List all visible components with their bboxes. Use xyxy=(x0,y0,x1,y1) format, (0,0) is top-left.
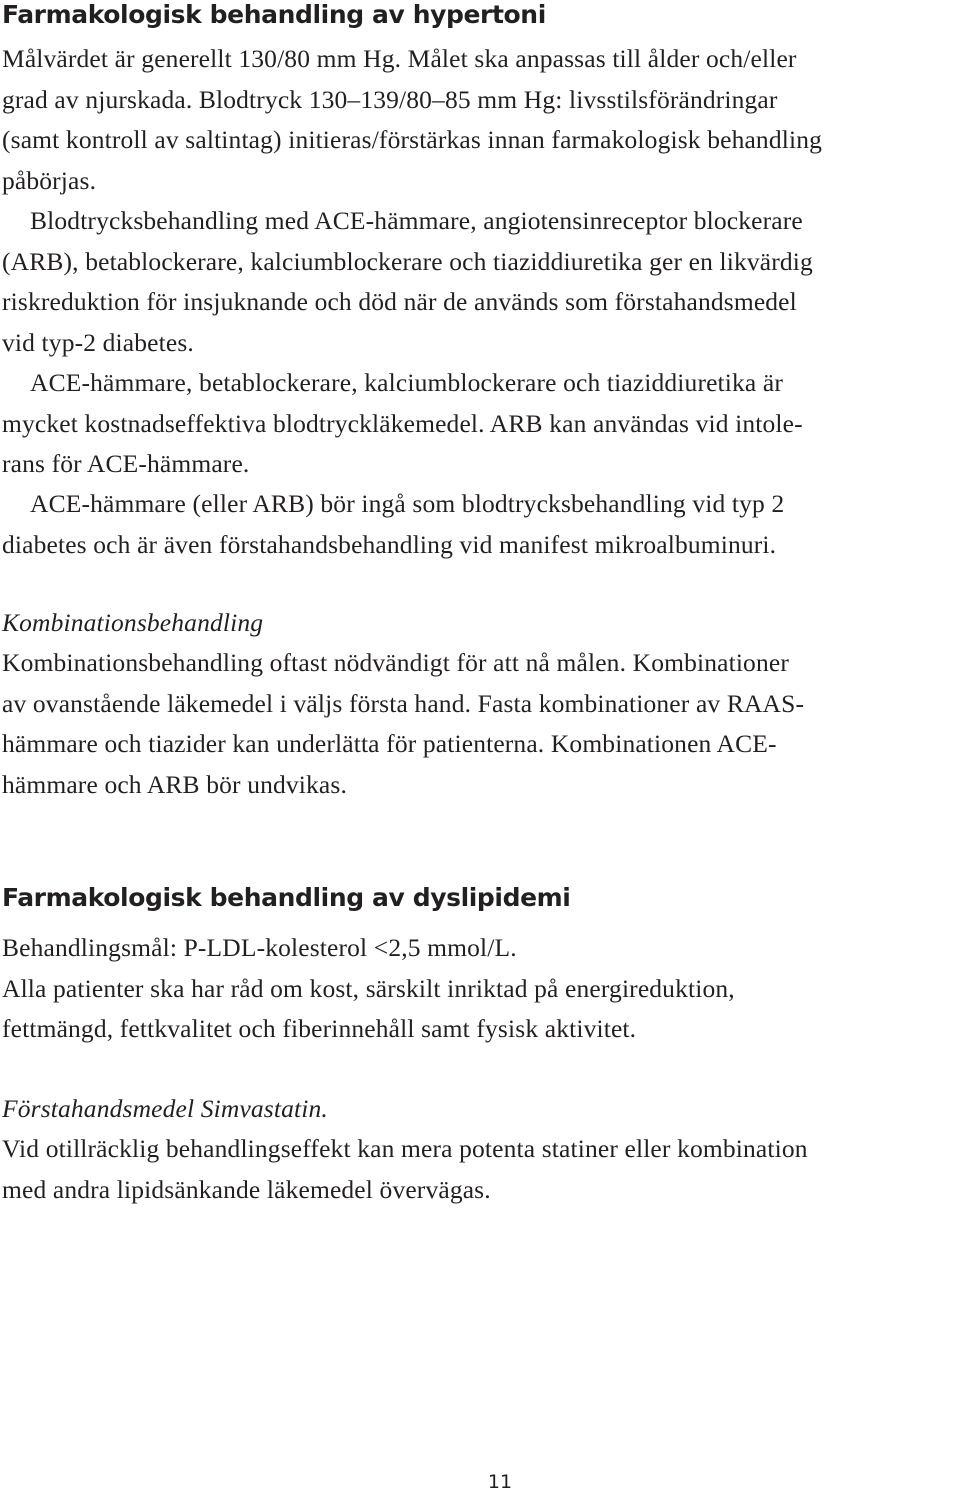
text-line: Kombinationsbehandling xyxy=(2,608,264,637)
text-line: rans för ACE-hämmare. xyxy=(2,449,250,478)
subheading-kombinationsbehandling xyxy=(2,603,958,644)
paragraph-statin-escalation xyxy=(2,1129,958,1210)
page-number: 11 xyxy=(487,1471,513,1493)
text-line: Behandlingsmål: P-LDL-kolesterol <2,5 mmol/L. xyxy=(2,933,517,962)
text-line: Förstahandsmedel Simvastatin. xyxy=(2,1094,328,1123)
text-line: diabetes och är även förstahandsbehandling vid manifest mikroalbuminuri. xyxy=(2,529,777,559)
text-line: Blodtrycksbehandling med ACE-hämmare, angiotensinreceptor blockerare xyxy=(30,206,803,235)
subheading-forstahandsmedel xyxy=(2,1089,958,1130)
section-heading-dyslipidemi: Farmakologisk behandling av dyslipidemi xyxy=(2,883,571,912)
text-line: fettmängd, fettkvalitet och fiberinnehåll samt fysisk aktivitet. xyxy=(2,1014,637,1043)
text-line: riskreduktion för insjuknande och död när de används som förstahandsmedel xyxy=(2,287,797,316)
paragraph-ace-recommendation xyxy=(2,484,958,565)
text-line: påbörjas. xyxy=(2,165,97,195)
text-line: ACE-hämmare, betablockerare, kalciumblockerare och tiaziddiuretika är xyxy=(30,368,784,397)
text-line: Vid otillräcklig behandlingseffekt kan mera potenta statiner eller kombination xyxy=(2,1134,808,1163)
paragraph-lipid-goals xyxy=(2,928,958,1050)
paragraph-cost-effectiveness xyxy=(2,363,958,485)
text-line: Alla patienter ska har råd om kost, särskilt inriktad på energireduktion, xyxy=(2,973,735,1003)
text-line: Målvärdet är generellt 130/80 mm Hg. Målet ska anpassas till ålder och/eller xyxy=(2,44,797,73)
text-line: hämmare och tiazider kan underlätta för patienterna. Kombinationen ACE- xyxy=(2,729,777,758)
paragraph-intro xyxy=(2,39,958,201)
section-heading-hypertoni: Farmakologisk behandling av hypertoni xyxy=(2,0,546,29)
text-line: av ovanstående läkemedel i väljs första hand. Fasta kombinationer av RAAS- xyxy=(2,688,805,718)
text-line: ACE-hämmare (eller ARB) bör ingå som blodtrycksbehandling vid typ 2 xyxy=(30,489,785,518)
paragraph-treatment-options xyxy=(2,201,958,363)
text-line: grad av njurskada. Blodtryck 130–139/80–85 mm Hg: livsstilsförändringar xyxy=(2,84,778,114)
text-line: hämmare och ARB bör undvikas. xyxy=(2,769,348,799)
text-line: (ARB), betablockerare, kalciumblockerare och tiaziddiuretika ger en likvärdig xyxy=(2,246,813,276)
text-line: mycket kostnadseffektiva blodtryckläkemedel. ARB kan användas vid intole- xyxy=(2,408,803,438)
text-line: (samt kontroll av saltintag) initieras/förstärkas innan farmakologisk behandling xyxy=(2,125,823,154)
paragraph-combination-therapy xyxy=(2,643,958,805)
text-line: Kombinationsbehandling oftast nödvändigt för att nå målen. Kombinationer xyxy=(2,648,789,677)
text-line: med andra lipidsänkande läkemedel övervägas. xyxy=(2,1174,491,1204)
text-line: vid typ-2 diabetes. xyxy=(2,327,194,357)
